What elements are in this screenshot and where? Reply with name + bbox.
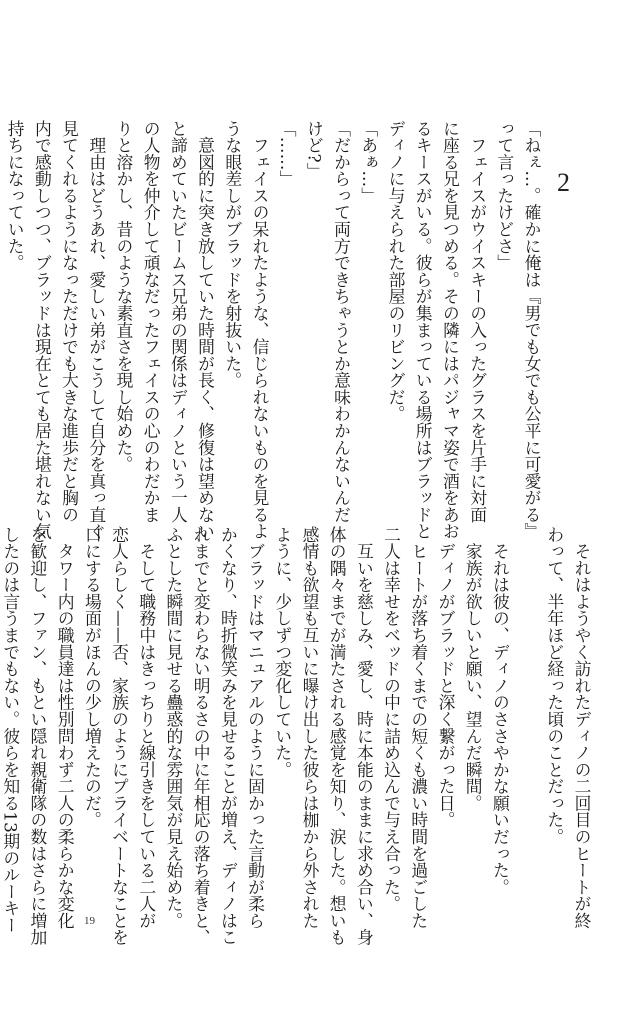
text-line: うな眼差しがブラッドを射抜いた。 — [222, 120, 243, 389]
text-line: るキースがいる。彼らが集まっている場所はブラッドと — [413, 120, 434, 540]
text-line: タワー内の職員達は性別問わず二人の柔らかな変化 — [55, 526, 76, 929]
page-number: 19 — [84, 915, 95, 927]
text-line: わって、半年ほど経った頃のことだった。 — [544, 526, 565, 846]
text-line: りと溶かし、昔のような素直さを現し始めた。 — [113, 120, 134, 473]
text-line: ブラッドはマニュアルのように固かった言動が柔ら — [245, 526, 266, 929]
text-line: そして職務中はきっちりと線引きをしている二人が — [136, 526, 157, 929]
text-line: それは彼の、ディノのささやかな願いだった。 — [490, 526, 511, 896]
chapter-number: 2 — [557, 168, 570, 197]
text-line: フェイスがウイスキーの入ったグラスを片手に対面 — [467, 120, 488, 523]
text-line: 体の隅々までが満たされる感覚を知り、涙した。想いも — [327, 526, 348, 946]
text-line: 互いを慈しみ、愛し、時に本能のままに求め合い、身 — [354, 526, 375, 946]
text-line: 持ちになっていた。 — [5, 120, 26, 272]
text-line: かくなり、時折微笑みを見せることが増え、ディノはこ — [218, 526, 239, 946]
upper-text-block — [1, 120, 545, 540]
text-line: 恋人らしく——否、家族のようにプライベートなことを — [109, 526, 130, 946]
text-line: ヒートが落ち着くまでの短くも濃い時間を過ごした — [408, 526, 429, 929]
text-line: ふとした瞬間に見せる蠱惑的な雰囲気が見え始めた。 — [163, 526, 184, 929]
text-line: 「だからって両方できちゃうとか意味わかんないんだ — [331, 120, 352, 523]
lower-text-block — [0, 526, 595, 946]
text-line: ディノがブラッドと深く繋がった日。 — [435, 526, 456, 829]
text-line: 感情も欲望も互いに曝け出した彼らは枷から外された — [299, 526, 320, 929]
text-line: に座る兄を見つめる。その隣にはパジャマ姿で酒をあお — [440, 120, 461, 540]
text-line: 理由はどうあれ、愛しい弟がこうして自分を真っ直ぐ — [86, 120, 107, 540]
text-line: れまでと変わらない明るさの中に年相応の落ち着きと、 — [191, 526, 212, 946]
text-line: の人物を仲介して頑なだったフェイスの心のわだかま — [141, 120, 162, 523]
text-line: フェイスの呆れたような、信じられないものを見るよ — [249, 120, 270, 540]
text-line: ように、少しずつ変化していた。 — [272, 526, 293, 778]
text-line: 見てくれるようになっただけでも大きな進歩だと胸の — [59, 120, 80, 523]
text-line: 「ねぇ…。確かに俺は『男でも女でも公平に可愛がる』 — [522, 120, 542, 540]
text-line: って言ったけどさ」 — [494, 120, 515, 272]
text-line: 意図的に突き放していた時間が長く、修復は望めない — [195, 120, 216, 540]
text-line: 「……」 — [277, 120, 298, 188]
text-line — [513, 526, 540, 926]
text-line: を歓迎し、ファン、もとい隠れ親衛隊の数はさらに増加 — [27, 526, 48, 946]
text-line: 「あぁ…」 — [358, 120, 379, 204]
text-line: 内で感動しつつ、ブラッドは現在とても居た堪れない気 — [32, 120, 53, 540]
text-line: 二人は幸せをベッドの中に詰め込んで与え合った。 — [381, 526, 402, 913]
text-line: ディノに与えられた部屋のリビングだ。 — [385, 120, 406, 423]
text-line: したのは言うまでもない。彼らを知る13期のルーキー — [0, 526, 21, 934]
text-line: けど?」 — [304, 120, 325, 180]
text-line: と諦めていたビームス兄弟の関係はディノという一人 — [168, 120, 189, 523]
text-line: それはようやく訪れたディノの二回目のヒートが終 — [572, 526, 592, 929]
text-line: 口にする場面がほんの少し増えたのだ。 — [82, 526, 103, 829]
text-line: 家族が欲しいと願い、望んだ瞬間。 — [463, 526, 484, 812]
